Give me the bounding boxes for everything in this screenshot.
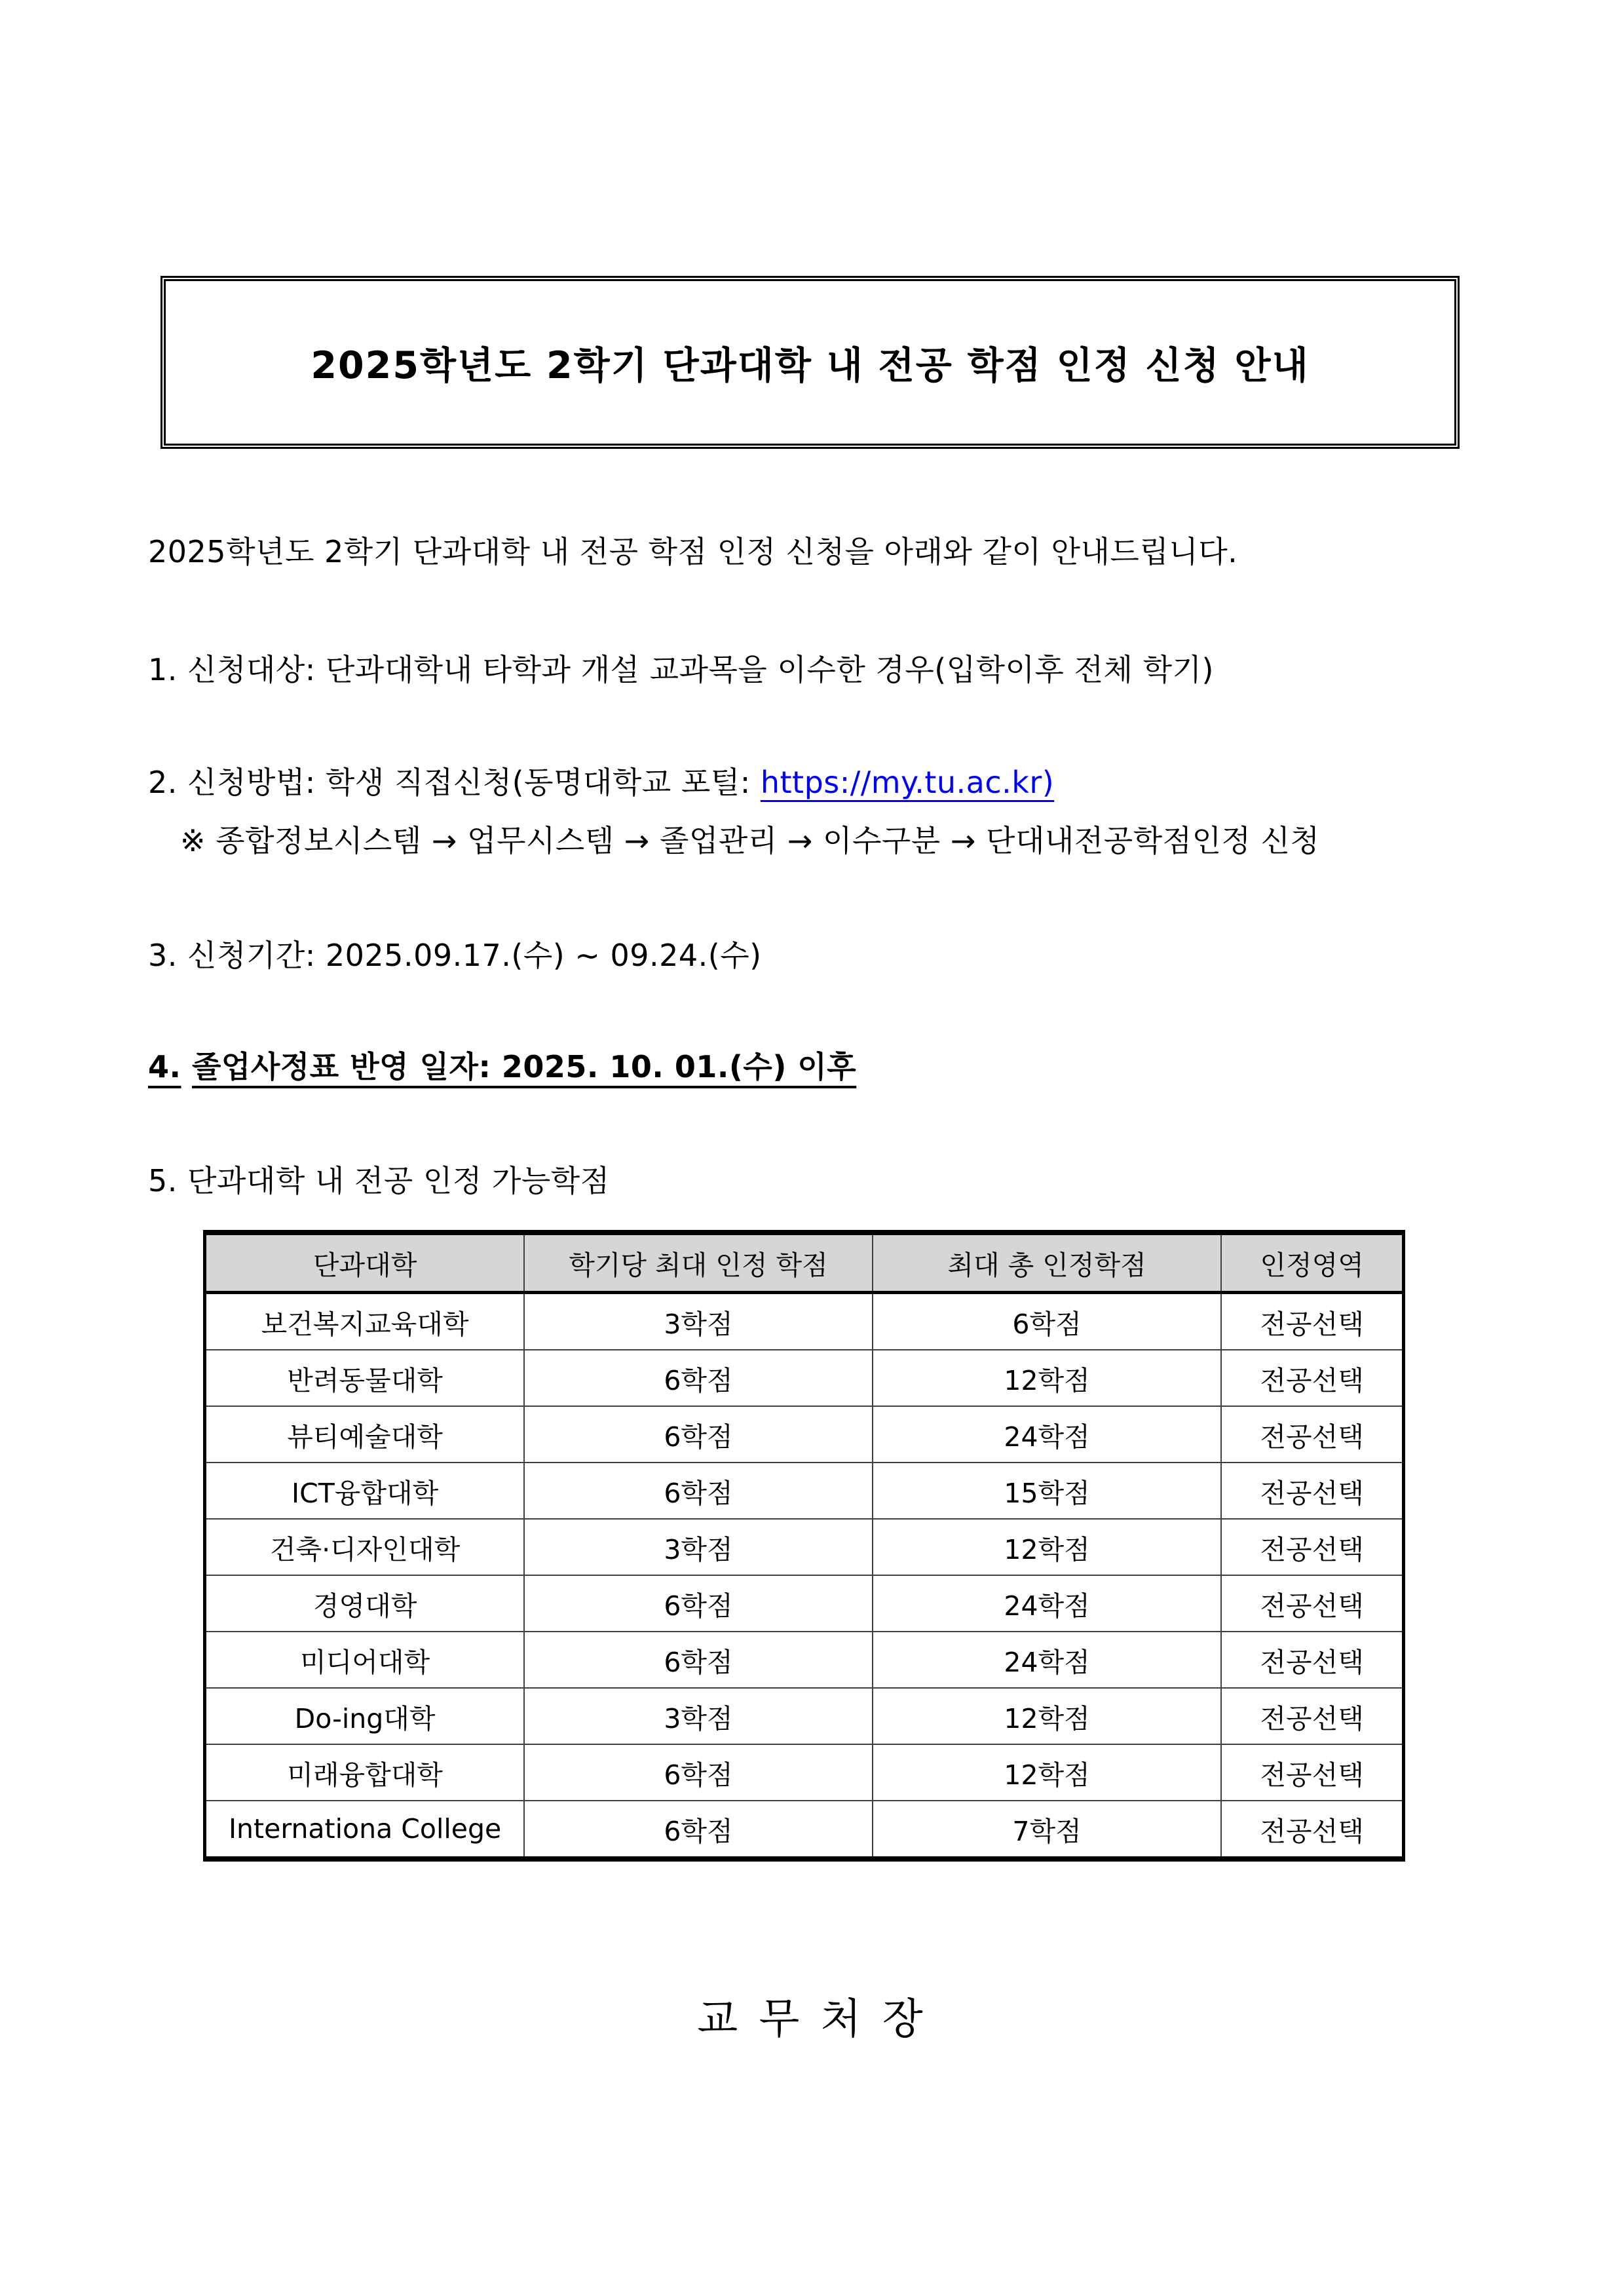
header-cell: 학기당 최대 인정 학점 — [524, 1233, 873, 1293]
table-cell: 12학점 — [873, 1519, 1222, 1575]
table-cell: Do-ing대학 — [205, 1688, 525, 1744]
title-box — [161, 276, 1460, 449]
table-cell: 24학점 — [873, 1406, 1222, 1463]
footer-signature: 교 무 처 장 — [697, 1995, 927, 2044]
table-row — [205, 1519, 1404, 1575]
table-cell: 6학점 — [524, 1350, 873, 1406]
intro-paragraph: 2025학년도 2학기 단과대학 내 전공 학점 인정 신청을 아래와 같이 안내드립니다. — [148, 534, 1238, 569]
table-cell: 6학점 — [524, 1744, 873, 1801]
table-row — [205, 1688, 1404, 1744]
table-row — [205, 1575, 1404, 1632]
table-cell: 7학점 — [873, 1801, 1222, 1859]
table-cell: 건축·디자인대학 — [205, 1519, 525, 1575]
credits-table — [203, 1230, 1405, 1862]
portal-link[interactable]: https://my.tu.ac.kr) — [760, 765, 1055, 800]
table-row — [205, 1293, 1404, 1350]
item-graduation-report-date — [148, 1043, 856, 1086]
table-cell: 전공선택 — [1221, 1688, 1403, 1744]
application-method-text: 2. 신청방법: 학생 직접신청(동명대학교 포털: — [148, 765, 761, 800]
table-cell: 24학점 — [873, 1632, 1222, 1688]
table-cell: 미래융합대학 — [205, 1744, 525, 1801]
table-cell: 반려동물대학 — [205, 1350, 525, 1406]
table-cell: ICT융합대학 — [205, 1463, 525, 1519]
item-credit-table-heading: 5. 단과대학 내 전공 인정 가능학점 — [148, 1163, 610, 1198]
table-cell: 12학점 — [873, 1350, 1222, 1406]
table-cell: 6학점 — [524, 1632, 873, 1688]
table-cell: 전공선택 — [1221, 1406, 1403, 1463]
header-cell: 최대 총 인정학점 — [873, 1233, 1222, 1293]
table-cell: 뷰티예술대학 — [205, 1406, 525, 1463]
table-cell: 12학점 — [873, 1688, 1222, 1744]
item-application-method — [148, 759, 1054, 802]
item-application-period: 3. 신청기간: 2025.09.17.(수) ~ 09.24.(수) — [148, 938, 762, 973]
header-cell: 인정영역 — [1221, 1233, 1403, 1293]
table-cell: 전공선택 — [1221, 1293, 1403, 1350]
item4-text: 졸업사정표 반영 일자: 2025. 10. 01.(수) 이후 — [192, 1049, 857, 1084]
table-row — [205, 1801, 1404, 1859]
table-cell: 6학점 — [524, 1801, 873, 1859]
table-cell: 15학점 — [873, 1463, 1222, 1519]
table-cell: 전공선택 — [1221, 1519, 1403, 1575]
table-cell: 3학점 — [524, 1688, 873, 1744]
table-row — [205, 1350, 1404, 1406]
table-cell: 미디어대학 — [205, 1632, 525, 1688]
table-cell: Internationa College — [205, 1801, 525, 1859]
table-cell: 전공선택 — [1221, 1350, 1403, 1406]
table-cell: 전공선택 — [1221, 1575, 1403, 1632]
table-cell: 6학점 — [524, 1463, 873, 1519]
table-cell: 경영대학 — [205, 1575, 525, 1632]
table-row — [205, 1463, 1404, 1519]
table-cell: 전공선택 — [1221, 1632, 1403, 1688]
table-cell: 6학점 — [524, 1406, 873, 1463]
table-row — [205, 1632, 1404, 1688]
table-row — [205, 1744, 1404, 1801]
table-cell: 보건복지교육대학 — [205, 1293, 525, 1350]
table-header-row — [205, 1233, 1404, 1293]
system-path-note: ※ 종합정보시스템 → 업무시스템 → 졸업관리 → 이수구분 → 단대내전공학점인정 신청 — [180, 823, 1320, 858]
table-cell: 6학점 — [524, 1575, 873, 1632]
table-cell: 6학점 — [873, 1293, 1222, 1350]
table-cell: 전공선택 — [1221, 1801, 1403, 1859]
table-cell: 3학점 — [524, 1519, 873, 1575]
table-cell: 12학점 — [873, 1744, 1222, 1801]
table-row — [205, 1406, 1404, 1463]
table-cell: 전공선택 — [1221, 1463, 1403, 1519]
item-application-target: 1. 신청대상: 단과대학내 타학과 개설 교과목을 이수한 경우(입학이후 전체 학기) — [148, 652, 1214, 687]
table-cell: 24학점 — [873, 1575, 1222, 1632]
table-cell: 3학점 — [524, 1293, 873, 1350]
table-cell: 전공선택 — [1221, 1744, 1403, 1801]
item4-number: 4. — [148, 1049, 181, 1084]
page-title: 2025학년도 2학기 단과대학 내 전공 학점 인정 신청 안내 — [311, 344, 1310, 387]
header-cell: 단과대학 — [205, 1233, 525, 1293]
